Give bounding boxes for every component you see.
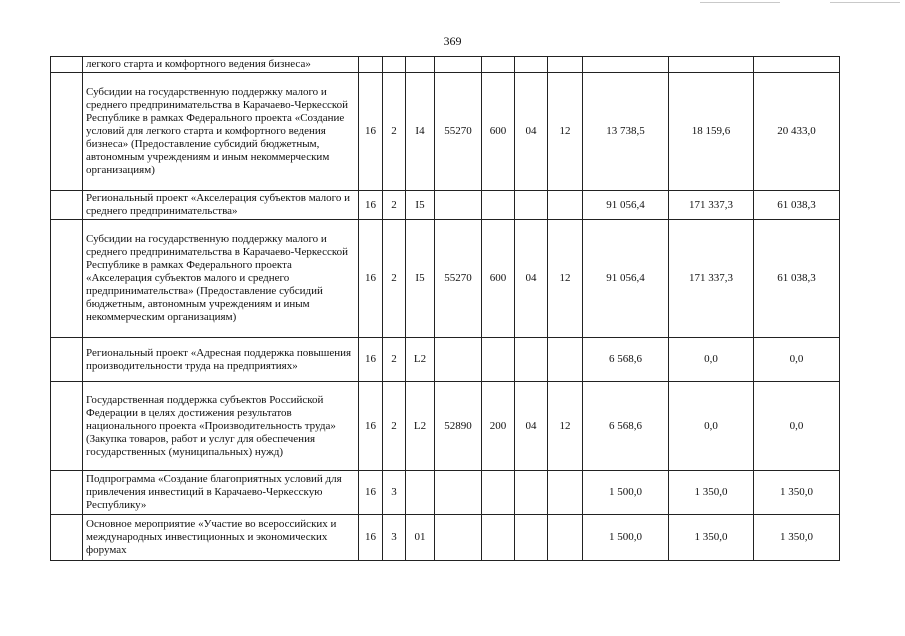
code-cell xyxy=(482,57,515,73)
amount-cell: 1 500,0 xyxy=(583,515,669,561)
row-name: легкого старта и комфортного ведения бизнеса» xyxy=(83,57,359,73)
code-cell: 04 xyxy=(515,73,548,191)
amount-cell: 171 337,3 xyxy=(669,191,754,220)
table-row xyxy=(51,382,840,471)
code-cell: 12 xyxy=(548,73,583,191)
row-name: Региональный проект «Адресная поддержка повышения производительности труда на предприятиях» xyxy=(83,338,359,382)
blank-cell xyxy=(51,382,83,471)
code-cell: 04 xyxy=(515,382,548,471)
page-number: 369 xyxy=(443,34,462,48)
amount-cell: 6 568,6 xyxy=(583,338,669,382)
code-cell: 55270 xyxy=(435,73,482,191)
code-cell: 600 xyxy=(482,220,515,338)
code-cell xyxy=(548,515,583,561)
amount-cell: 61 038,3 xyxy=(754,191,840,220)
code-cell xyxy=(548,57,583,73)
code-cell xyxy=(515,191,548,220)
amount-cell xyxy=(754,57,840,73)
amount-cell: 1 350,0 xyxy=(669,515,754,561)
blank-cell xyxy=(51,73,83,191)
amount-cell: 0,0 xyxy=(669,382,754,471)
code-cell xyxy=(383,57,406,73)
code-cell xyxy=(548,191,583,220)
amount-cell: 1 500,0 xyxy=(583,471,669,515)
code-cell xyxy=(406,471,435,515)
code-cell: 2 xyxy=(383,220,406,338)
blank-cell xyxy=(51,57,83,73)
amount-cell: 91 056,4 xyxy=(583,220,669,338)
code-cell: 2 xyxy=(383,73,406,191)
amount-cell: 0,0 xyxy=(754,338,840,382)
code-cell: I4 xyxy=(406,73,435,191)
blank-cell xyxy=(51,220,83,338)
code-cell: 16 xyxy=(359,515,383,561)
code-cell: L2 xyxy=(406,382,435,471)
table-row xyxy=(51,191,840,220)
code-cell xyxy=(435,471,482,515)
row-name: Субсидии на государственную поддержку малого и среднего предпринимательства в Карачаево-Черкесской Республике в рамках Федерального проекта «Создание условий для легкого старта и комфортного ведения бизнеса» (Предоставление субсидий бюджетным, автономным учреждениям и иным некоммерческим организациям) xyxy=(83,73,359,191)
code-cell xyxy=(482,191,515,220)
code-cell xyxy=(515,515,548,561)
amount-cell: 1 350,0 xyxy=(754,471,840,515)
code-cell xyxy=(482,471,515,515)
code-cell: 12 xyxy=(548,220,583,338)
amount-cell: 61 038,3 xyxy=(754,220,840,338)
amount-cell: 91 056,4 xyxy=(583,191,669,220)
table-row xyxy=(51,73,840,191)
amount-cell: 20 433,0 xyxy=(754,73,840,191)
code-cell xyxy=(482,338,515,382)
amount-cell: 1 350,0 xyxy=(669,471,754,515)
code-cell: 16 xyxy=(359,73,383,191)
table-row xyxy=(51,57,840,73)
code-cell: 16 xyxy=(359,471,383,515)
amount-cell: 0,0 xyxy=(754,382,840,471)
code-cell xyxy=(515,57,548,73)
amount-cell: 1 350,0 xyxy=(754,515,840,561)
code-cell: 16 xyxy=(359,382,383,471)
table-row xyxy=(51,220,840,338)
code-cell xyxy=(548,338,583,382)
budget-table-body xyxy=(51,57,840,561)
blank-cell xyxy=(51,471,83,515)
row-name: Государственная поддержка субъектов Российской Федерации в целях достижения результатов национального проекта «Производительность труда» (Закупка товаров, работ и услуг для обеспечения государственных (муниципальных) нужд) xyxy=(83,382,359,471)
budget-table xyxy=(50,56,840,561)
row-name: Основное мероприятие «Участие во всероссийских и международных инвестиционных и экономических форумах xyxy=(83,515,359,561)
code-cell: 2 xyxy=(383,191,406,220)
code-cell: 600 xyxy=(482,73,515,191)
code-cell xyxy=(435,191,482,220)
code-cell: 200 xyxy=(482,382,515,471)
row-name: Подпрограмма «Создание благоприятных условий для привлечения инвестиций в Карачаево-Черкесскую Республику» xyxy=(83,471,359,515)
code-cell xyxy=(435,515,482,561)
code-cell xyxy=(515,471,548,515)
code-cell: 3 xyxy=(383,515,406,561)
code-cell: 2 xyxy=(383,338,406,382)
code-cell xyxy=(482,515,515,561)
code-cell xyxy=(548,471,583,515)
blank-cell xyxy=(51,515,83,561)
code-cell: I5 xyxy=(406,220,435,338)
code-cell: L2 xyxy=(406,338,435,382)
scan-mark-top-far-right xyxy=(830,2,900,3)
amount-cell: 171 337,3 xyxy=(669,220,754,338)
code-cell: 16 xyxy=(359,191,383,220)
row-name: Субсидии на государственную поддержку малого и среднего предпринимательства в Карачаево-Черкесской Республике в рамках Федерального проекта «Акселерация субъектов малого и среднего предпринимательства» (Предоставление субсидий бюджетным, автономным учреждениям и иным некоммерческим организациям) xyxy=(83,220,359,338)
code-cell xyxy=(435,57,482,73)
code-cell: 16 xyxy=(359,338,383,382)
table-row xyxy=(51,338,840,382)
amount-cell xyxy=(669,57,754,73)
amount-cell: 0,0 xyxy=(669,338,754,382)
code-cell: 3 xyxy=(383,471,406,515)
row-name: Региональный проект «Акселерация субъектов малого и среднего предпринимательства» xyxy=(83,191,359,220)
code-cell: 52890 xyxy=(435,382,482,471)
amount-cell: 13 738,5 xyxy=(583,73,669,191)
code-cell: 55270 xyxy=(435,220,482,338)
amount-cell: 18 159,6 xyxy=(669,73,754,191)
blank-cell xyxy=(51,338,83,382)
amount-cell xyxy=(583,57,669,73)
code-cell: 12 xyxy=(548,382,583,471)
code-cell: 2 xyxy=(383,382,406,471)
table-row xyxy=(51,515,840,561)
code-cell: 04 xyxy=(515,220,548,338)
code-cell: 16 xyxy=(359,220,383,338)
code-cell xyxy=(515,338,548,382)
table-row xyxy=(51,471,840,515)
code-cell xyxy=(406,57,435,73)
scan-mark-top-right xyxy=(700,2,780,3)
amount-cell: 6 568,6 xyxy=(583,382,669,471)
code-cell xyxy=(435,338,482,382)
code-cell: 01 xyxy=(406,515,435,561)
code-cell xyxy=(359,57,383,73)
blank-cell xyxy=(51,191,83,220)
code-cell: I5 xyxy=(406,191,435,220)
